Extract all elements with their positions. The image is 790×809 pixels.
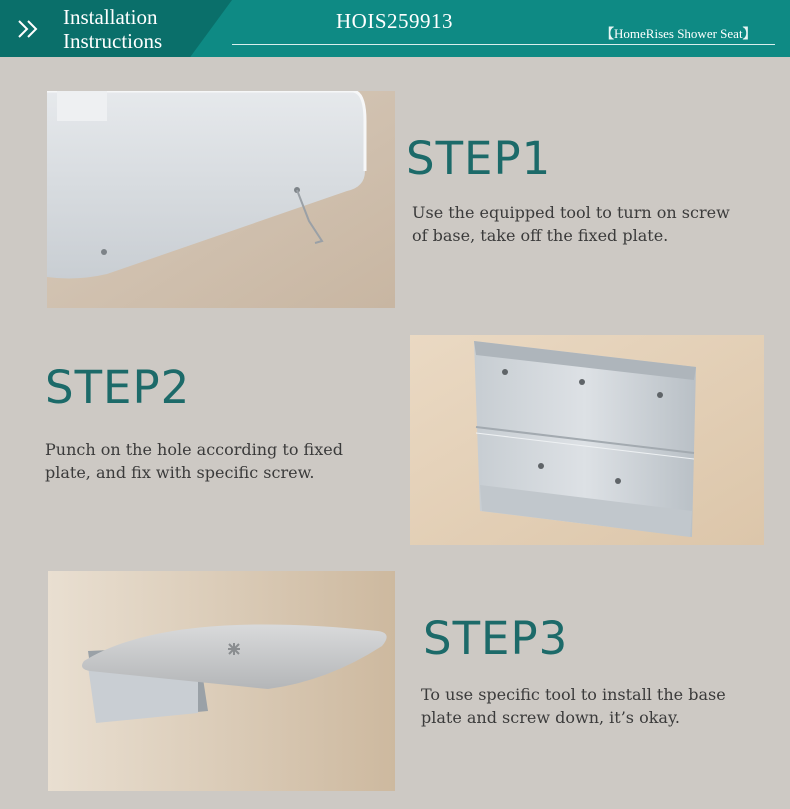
step2-photo <box>410 335 764 545</box>
tag-bracket-open: 【 <box>601 26 615 41</box>
step1-heading: STEP1 <box>406 132 552 185</box>
header-bar <box>0 0 790 57</box>
step2-heading: STEP2 <box>45 361 191 414</box>
title-line-1: Installation <box>63 5 158 29</box>
header-divider <box>232 44 775 45</box>
title-line-2: Instructions <box>63 29 163 53</box>
step1-photo <box>47 91 395 308</box>
step1-text-line1: Use the equipped tool to turn on screw <box>412 203 730 222</box>
step2-text <box>45 438 343 484</box>
double-chevron-right-icon <box>16 16 42 42</box>
step3-text-line1: To use specific tool to install the base <box>421 685 726 704</box>
step1-text <box>412 201 730 247</box>
page-title <box>63 5 162 53</box>
tag-bracket-close: 】 <box>742 26 756 41</box>
product-tag <box>601 23 756 42</box>
step1-text-line2: of base, take off the fixed plate. <box>412 226 669 245</box>
step3-photo <box>48 571 395 791</box>
tag-text: HomeRises Shower Seat <box>614 26 743 41</box>
step3-text <box>421 683 726 729</box>
product-code: HOIS259913 <box>336 9 454 33</box>
step3-text-line2: plate and screw down, it’s okay. <box>421 708 680 727</box>
step3-heading: STEP3 <box>423 612 569 665</box>
step2-text-line1: Punch on the hole according to fixed <box>45 440 343 459</box>
step2-text-line2: plate, and fix with specific screw. <box>45 463 315 482</box>
